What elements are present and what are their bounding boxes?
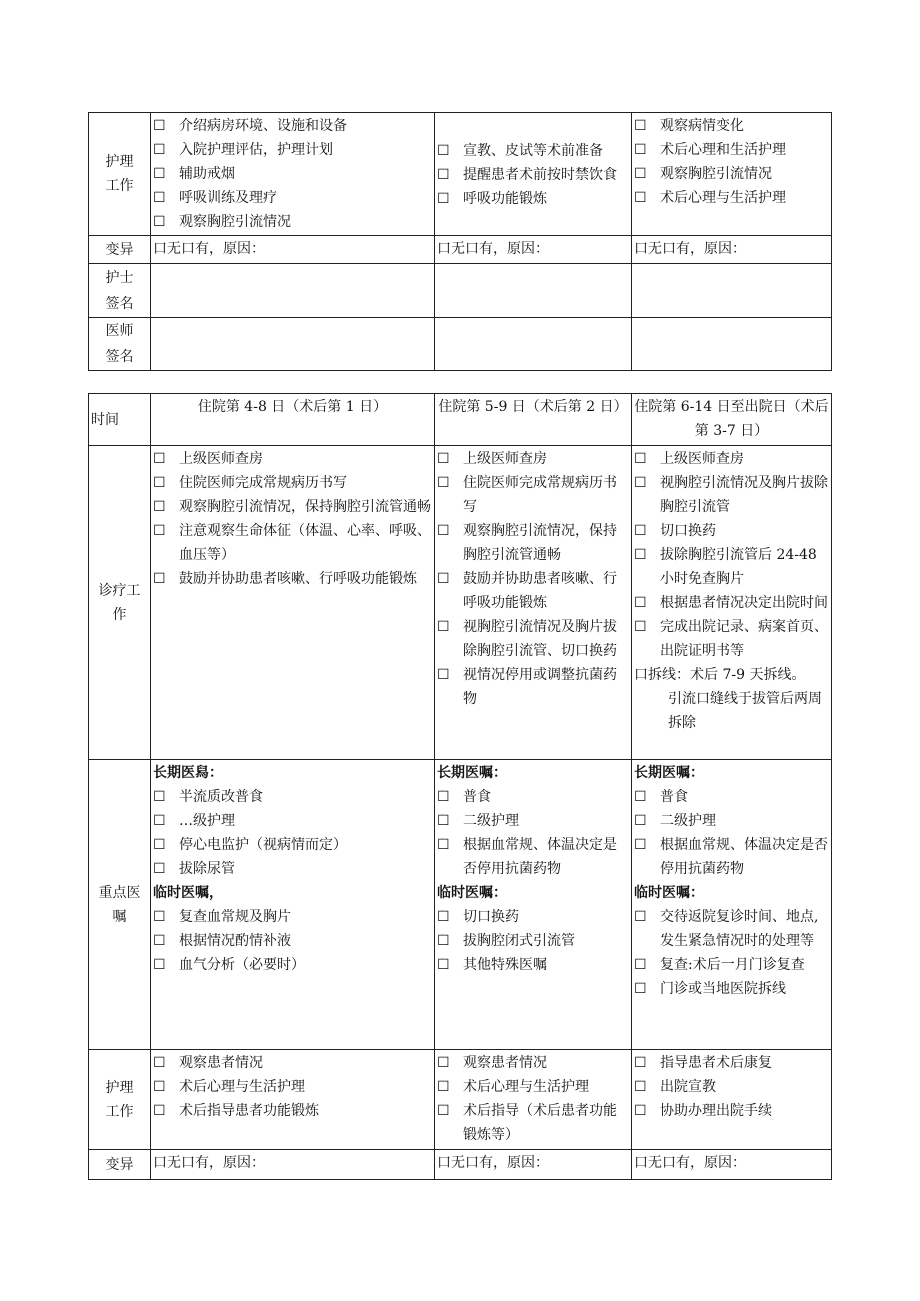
checklist-item xyxy=(634,162,829,186)
checkbox-icon[interactable]: ☐ xyxy=(437,1079,450,1095)
checkbox-icon[interactable]: ☐ xyxy=(153,789,166,805)
checklist-item-text: 视胸腔引流情况及胸片拔除胸腔引流管、切口换药 xyxy=(463,619,617,659)
checklist-item xyxy=(153,519,432,567)
long-term-orders-list xyxy=(153,785,432,881)
doctor-sign-label: 医师 签名 xyxy=(89,318,151,371)
temp-orders-list xyxy=(437,905,629,977)
checklist-item-text: 视情况停用或调整抗菌药物 xyxy=(463,667,617,707)
checklist-item xyxy=(153,567,432,591)
nursing-col-3 xyxy=(632,1050,832,1150)
checkbox-icon[interactable]: ☐ xyxy=(153,523,166,539)
diag-col-2 xyxy=(435,446,632,760)
diag-col-1 xyxy=(151,446,435,760)
checklist-item xyxy=(437,833,629,881)
checkbox-icon[interactable]: ☐ xyxy=(437,957,450,973)
header-day-4-8: 住院第 4-8 日（术后第 1 日） xyxy=(151,394,435,446)
long-term-orders-title: 长期医嘱： xyxy=(437,765,507,781)
checklist-item-text: 上级医师查房 xyxy=(660,451,744,467)
checklist-item-text: 宣教、皮试等术前准备 xyxy=(463,143,603,159)
checklist-item xyxy=(437,1075,629,1099)
temp-orders-title: 临时医嘱， xyxy=(153,885,223,901)
variation-col-2[interactable]: 口无口有，原因： xyxy=(435,1150,632,1180)
checklist-item-text: 拔除尿管 xyxy=(179,861,235,877)
checklist-item xyxy=(153,114,432,138)
checklist-item-text: 观察胸腔引流情况，保持胸腔引流管通畅 xyxy=(463,523,617,563)
checkbox-icon[interactable]: ☐ xyxy=(634,142,647,158)
checkbox-icon[interactable]: ☐ xyxy=(437,1055,450,1071)
long-term-orders-title: 长期医嘱： xyxy=(634,765,704,781)
checklist-item xyxy=(153,495,432,519)
checkbox-icon[interactable]: ☐ xyxy=(634,475,647,491)
checkbox-icon[interactable]: ☐ xyxy=(153,166,166,182)
checklist-item xyxy=(634,543,829,591)
checklist-item-text: 二级护理 xyxy=(660,813,716,829)
variation-col-1[interactable]: 口无口有，原因： xyxy=(151,1150,435,1180)
checklist-item xyxy=(634,591,829,615)
checklist-item xyxy=(153,929,432,953)
variation-col-3[interactable]: 口无口有，原因： xyxy=(632,1150,832,1180)
checkbox-icon[interactable]: ☐ xyxy=(634,1055,647,1071)
temp-orders-title: 临时医嘱： xyxy=(437,885,507,901)
checklist-item-text: 根据血常规、体温决定是否停用抗菌药物 xyxy=(463,837,617,877)
checklist-item-text: 协助办理出院手续 xyxy=(660,1103,772,1119)
checklist-item xyxy=(153,857,432,881)
checklist-item xyxy=(153,210,432,234)
checkbox-icon[interactable]: ☐ xyxy=(437,167,450,183)
orders-col-3 xyxy=(632,760,832,1050)
pathway-table-1 xyxy=(88,112,832,371)
checkbox-icon[interactable]: ☐ xyxy=(153,1055,166,1071)
checkbox-icon[interactable]: ☐ xyxy=(634,595,647,611)
nursing-col-1 xyxy=(151,113,435,236)
checklist-item-text: 鼓励并协助患者咳嗽、行呼吸功能锻炼 xyxy=(463,571,617,611)
checklist-item xyxy=(437,785,629,809)
checklist-item-text: 入院护理评估，护理计划 xyxy=(179,142,333,158)
checkbox-icon[interactable]: ☐ xyxy=(437,909,450,925)
nurse-sign-col-2[interactable] xyxy=(435,264,632,318)
checkbox-icon[interactable]: ☐ xyxy=(153,190,166,206)
checklist-item-text: 术后心理与生活护理 xyxy=(660,190,786,206)
checklist-item xyxy=(634,138,829,162)
nursing-label: 护理 工作 xyxy=(89,113,151,236)
checkbox-icon[interactable]: ☐ xyxy=(153,909,166,925)
diag-label: 诊疗工 作 xyxy=(89,446,151,760)
checklist-item-text: 血气分析（必要时） xyxy=(179,957,305,973)
nurse-sign-col-1[interactable] xyxy=(151,264,435,318)
checklist-item-text: 呼吸功能锻炼 xyxy=(463,191,547,207)
checklist-item-text: 观察患者情况 xyxy=(179,1055,263,1071)
checklist-item xyxy=(437,163,629,187)
checkbox-icon[interactable]: ☐ xyxy=(153,118,166,134)
checklist-item-text: 门诊或当地医院拆线 xyxy=(660,981,786,997)
variation-label: 变异 xyxy=(89,1150,151,1180)
checkbox-icon[interactable]: ☐ xyxy=(634,118,647,134)
checklist-item-text: 半流质改普食 xyxy=(179,789,263,805)
checkbox-icon[interactable]: ☐ xyxy=(153,861,166,877)
checkbox-icon[interactable]: ☐ xyxy=(437,523,450,539)
checklist-item xyxy=(634,447,829,471)
checklist-item xyxy=(437,139,629,163)
suture-removal-line: 口拆线：术后 7-9 天拆线。 xyxy=(634,667,806,683)
nursing-label: 护理 工作 xyxy=(89,1050,151,1150)
checklist-item xyxy=(153,162,432,186)
checkbox-icon[interactable]: ☐ xyxy=(437,837,450,853)
checkbox-icon[interactable]: ☐ xyxy=(634,909,647,925)
checklist-item xyxy=(153,138,432,162)
checkbox-icon[interactable]: ☐ xyxy=(437,143,450,159)
header-day-6-14: 住院第 6-14 日至出院日（术后第 3-7 日） xyxy=(632,394,832,446)
checklist-item xyxy=(153,447,432,471)
checkbox-icon[interactable]: ☐ xyxy=(634,789,647,805)
checklist-item xyxy=(153,1075,432,1099)
nurse-sign-col-3[interactable] xyxy=(632,264,832,318)
variation-col-1[interactable]: 口无口有，原因： xyxy=(151,236,435,264)
checklist-item-text: 术后指导（术后患者功能锻炼等） xyxy=(463,1103,617,1143)
checklist-item-text: 住院医师完成常规病历书写 xyxy=(179,475,347,491)
checklist-item-text: 注意观察生命体征（体温、心率、呼吸、血压等） xyxy=(179,523,431,563)
checklist-item-text: 观察患者情况 xyxy=(463,1055,547,1071)
checkbox-icon[interactable]: ☐ xyxy=(437,451,450,467)
checkbox-icon[interactable]: ☐ xyxy=(634,547,647,563)
nursing-col-3 xyxy=(632,113,832,236)
checkbox-icon[interactable]: ☐ xyxy=(634,1103,647,1119)
checklist-item xyxy=(634,809,829,833)
checklist-item xyxy=(153,833,432,857)
checklist-item xyxy=(437,929,629,953)
checklist-item xyxy=(634,905,829,953)
checklist-item xyxy=(634,785,829,809)
checklist-item xyxy=(634,977,829,1001)
checklist-item xyxy=(153,905,432,929)
checklist-item-text: 鼓励并协助患者咳嗽、行呼吸功能锻炼 xyxy=(179,571,417,587)
long-term-orders-list xyxy=(634,785,829,881)
checklist-item xyxy=(153,785,432,809)
checkbox-icon[interactable]: ☐ xyxy=(437,619,450,635)
checklist-item xyxy=(153,1099,432,1123)
checklist-item xyxy=(153,809,432,833)
checkbox-icon[interactable]: ☐ xyxy=(153,813,166,829)
checkbox-icon[interactable]: ☐ xyxy=(437,191,450,207)
checklist-item-text: 拔除胸腔引流管后 24-48 小时免查胸片 xyxy=(660,547,817,587)
checklist-item-text: 辅助戒烟 xyxy=(179,166,235,182)
checkbox-icon[interactable]: ☐ xyxy=(634,1079,647,1095)
checkbox-icon[interactable]: ☐ xyxy=(634,523,647,539)
checklist-item-text: 出院宣教 xyxy=(660,1079,716,1095)
variation-col-2[interactable]: 口无口有，原因： xyxy=(435,236,632,264)
checklist-item xyxy=(437,809,629,833)
checklist-item xyxy=(634,1051,829,1075)
checklist-item xyxy=(634,615,829,663)
checkbox-icon[interactable]: ☐ xyxy=(153,142,166,158)
checklist-item xyxy=(437,567,629,615)
checklist-item-text: 上级医师查房 xyxy=(463,451,547,467)
checklist-item-text: 观察胸腔引流情况 xyxy=(179,214,291,230)
orders-col-1 xyxy=(151,760,435,1050)
checklist-item-text: 其他特殊医嘱 xyxy=(463,957,547,973)
header-day-5-9: 住院第 5-9 日（术后第 2 日） xyxy=(435,394,632,446)
checklist-item-text: 完成出院记录、病案首页、出院证明书等 xyxy=(660,619,828,659)
checklist-item-text: 介绍病房环境、设施和设备 xyxy=(179,118,347,134)
checklist-item xyxy=(634,1099,829,1123)
checklist-item xyxy=(437,519,629,567)
suture-removal-cont: 引流口缝线于拔管后两周拆除 xyxy=(668,691,822,731)
checkbox-icon[interactable]: ☐ xyxy=(634,813,647,829)
checklist-item-text: 普食 xyxy=(463,789,491,805)
temp-orders-list xyxy=(153,905,432,977)
checkbox-icon[interactable]: ☐ xyxy=(153,837,166,853)
checkbox-icon[interactable]: ☐ xyxy=(153,1079,166,1095)
checklist-item xyxy=(437,471,629,519)
checklist-item-text: 观察胸腔引流情况，保持胸腔引流管通畅 xyxy=(179,499,431,515)
checklist-item xyxy=(634,186,829,210)
checklist-item-text: 观察胸腔引流情况 xyxy=(660,166,772,182)
checklist-item-text: 术后心理与生活护理 xyxy=(179,1079,305,1095)
checklist-item-text: 根据患者情况决定出院时间 xyxy=(660,595,828,611)
pathway-table-2 xyxy=(88,393,832,1180)
nursing-col-2 xyxy=(435,1050,632,1150)
checklist-item-text: 观察病情变化 xyxy=(660,118,744,134)
checklist-item xyxy=(634,1075,829,1099)
checklist-item xyxy=(634,519,829,543)
checklist-item-text: 复查:术后一月门诊复查 xyxy=(660,957,805,973)
checklist-item xyxy=(437,1051,629,1075)
checklist-item-text: 二级护理 xyxy=(463,813,519,829)
diag-col-3 xyxy=(632,446,832,760)
checklist-item-text: 交待返院复诊时间、地点,发生紧急情况时的处理等 xyxy=(660,909,819,949)
checklist-item-text: 切口换药 xyxy=(463,909,519,925)
doctor-sign-col-3[interactable] xyxy=(632,318,832,371)
doctor-sign-col-1[interactable] xyxy=(151,318,435,371)
checklist-item-text: 复查血常规及胸片 xyxy=(179,909,291,925)
checkbox-icon[interactable]: ☐ xyxy=(634,619,647,635)
checklist-item-text: 呼吸训练及理疗 xyxy=(179,190,277,206)
checklist-item-text: 住院医师完成常规病历书写 xyxy=(463,475,617,515)
checklist-item xyxy=(153,1051,432,1075)
checklist-item-text: 切口换药 xyxy=(660,523,716,539)
checkbox-icon[interactable]: ☐ xyxy=(634,837,647,853)
checklist-item-text: 拔胸腔闭式引流管 xyxy=(463,933,575,949)
checklist-item-text: 上级医师查房 xyxy=(179,451,263,467)
variation-col-3[interactable]: 口无口有，原因： xyxy=(632,236,832,264)
checkbox-icon[interactable]: ☐ xyxy=(634,981,647,997)
checklist-item-text: 视胸腔引流情况及胸片拔除胸腔引流管 xyxy=(660,475,828,515)
checkbox-icon[interactable]: ☐ xyxy=(153,499,166,515)
doctor-sign-col-2[interactable] xyxy=(435,318,632,371)
checklist-item-text: 根据血常规、体温决定是否停用抗菌药物 xyxy=(660,837,828,877)
checklist-item xyxy=(437,663,629,711)
checklist-item xyxy=(437,1099,629,1147)
orders-label: 重点医 嘱 xyxy=(89,760,151,1050)
checkbox-icon[interactable]: ☐ xyxy=(153,933,166,949)
checklist-item xyxy=(634,833,829,881)
checkbox-icon[interactable]: ☐ xyxy=(153,475,166,491)
nursing-col-1 xyxy=(151,1050,435,1150)
long-term-orders-title: 长期医舄： xyxy=(153,765,223,781)
checklist-item xyxy=(153,471,432,495)
checkbox-icon[interactable]: ☐ xyxy=(437,1103,450,1119)
diag-col-3-list xyxy=(634,447,829,663)
checklist-item xyxy=(437,187,629,211)
nurse-sign-label: 护士 签名 xyxy=(89,264,151,318)
checklist-item-text: 术后心理和生活护理 xyxy=(660,142,786,158)
nursing-col-2 xyxy=(435,113,632,236)
checklist-item xyxy=(634,471,829,519)
checklist-item-text: 提醒患者术前按时禁饮食 xyxy=(463,167,617,183)
checkbox-icon[interactable]: ☐ xyxy=(153,1103,166,1119)
checklist-item-text: 普食 xyxy=(660,789,688,805)
temp-orders-title: 临时医嘱： xyxy=(634,885,704,901)
checkbox-icon[interactable]: ☐ xyxy=(437,667,450,683)
checklist-item-text: …级护理 xyxy=(179,813,235,829)
checklist-item xyxy=(437,905,629,929)
temp-orders-list xyxy=(634,905,829,1001)
checklist-item-text: 停心电监护（视病情而定） xyxy=(179,837,347,853)
checklist-item xyxy=(437,615,629,663)
checklist-item xyxy=(153,186,432,210)
time-label: 时间 xyxy=(89,394,151,446)
checklist-item xyxy=(153,953,432,977)
checkbox-icon[interactable]: ☐ xyxy=(153,451,166,467)
checklist-item xyxy=(437,953,629,977)
checkbox-icon[interactable]: ☐ xyxy=(153,957,166,973)
variation-label: 变异 xyxy=(89,236,151,264)
checkbox-icon[interactable]: ☐ xyxy=(153,214,166,230)
checkbox-icon[interactable]: ☐ xyxy=(437,789,450,805)
checklist-item-text: 指导患者术后康复 xyxy=(660,1055,772,1071)
checklist-item xyxy=(634,953,829,977)
orders-col-2 xyxy=(435,760,632,1050)
checklist-item-text: 术后心理与生活护理 xyxy=(463,1079,589,1095)
checklist-item-text: 根据情况酌情补液 xyxy=(179,933,291,949)
checkbox-icon[interactable]: ☐ xyxy=(634,190,647,206)
checkbox-icon[interactable]: ☐ xyxy=(437,571,450,587)
checkbox-icon[interactable]: ☐ xyxy=(634,451,647,467)
checkbox-icon[interactable]: ☐ xyxy=(634,957,647,973)
checklist-item xyxy=(634,114,829,138)
checkbox-icon[interactable]: ☐ xyxy=(153,571,166,587)
checkbox-icon[interactable]: ☐ xyxy=(437,813,450,829)
checkbox-icon[interactable]: ☐ xyxy=(437,933,450,949)
checkbox-icon[interactable]: ☐ xyxy=(437,475,450,491)
checklist-item-text: 术后指导患者功能锻炼 xyxy=(179,1103,319,1119)
long-term-orders-list xyxy=(437,785,629,881)
checklist-item xyxy=(437,447,629,471)
checkbox-icon[interactable]: ☐ xyxy=(634,166,647,182)
